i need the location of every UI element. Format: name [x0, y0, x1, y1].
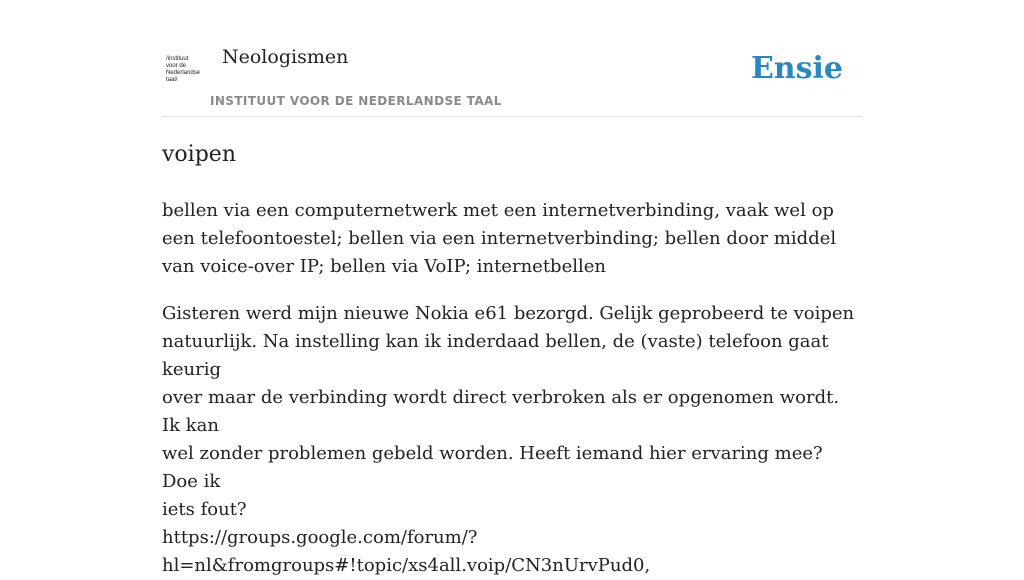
entry-definition: bellen via een computernetwerk met een internetverbinding, vaak wel op een telefoontoestel; bellen via een internetverbinding; bellen door middel van voice-over IP; bellen via VoIP; internetbellen [162, 200, 837, 277]
logo-line: voor de [166, 63, 187, 69]
site-header [162, 40, 862, 117]
entry-example [162, 300, 862, 580]
example-line: natuurlijk. Na instelling kan ik inderdaad bellen, de (vaste) telefoon gaat keurig [162, 331, 829, 380]
logo-line: Nederlandse [166, 70, 201, 76]
example-line: Gisteren werd mijn nieuwe Nokia e61 bezorgd. Gelijk geprobeerd te voipen [162, 303, 855, 324]
example-source-link[interactable]: https://groups.google.com/forum/? [162, 527, 478, 548]
logo-line: /instituut [166, 56, 189, 62]
ensie-logo[interactable]: Ensie [750, 51, 843, 86]
ivdnt-logo[interactable] [166, 56, 210, 84]
example-line: wel zonder problemen gebeld worden. Heeft iemand hier ervaring mee? Doe ik [162, 443, 823, 492]
example-line: over maar de verbinding wordt direct verbroken als er opgenomen wordt. Ik kan [162, 387, 840, 436]
logo-line: taal/ [166, 77, 178, 83]
entry-word: voipen [162, 142, 236, 167]
site-title[interactable]: Neologismen [222, 46, 349, 68]
organization-name: INSTITUUT VOOR DE NEDERLANDSE TAAL [210, 94, 502, 108]
entry-content [162, 139, 862, 580]
example-line: iets fout? [162, 499, 247, 520]
example-source-link[interactable]: hl=nl&fromgroups#!topic/xs4all.voip/CN3nUrvPud0, [162, 555, 651, 576]
